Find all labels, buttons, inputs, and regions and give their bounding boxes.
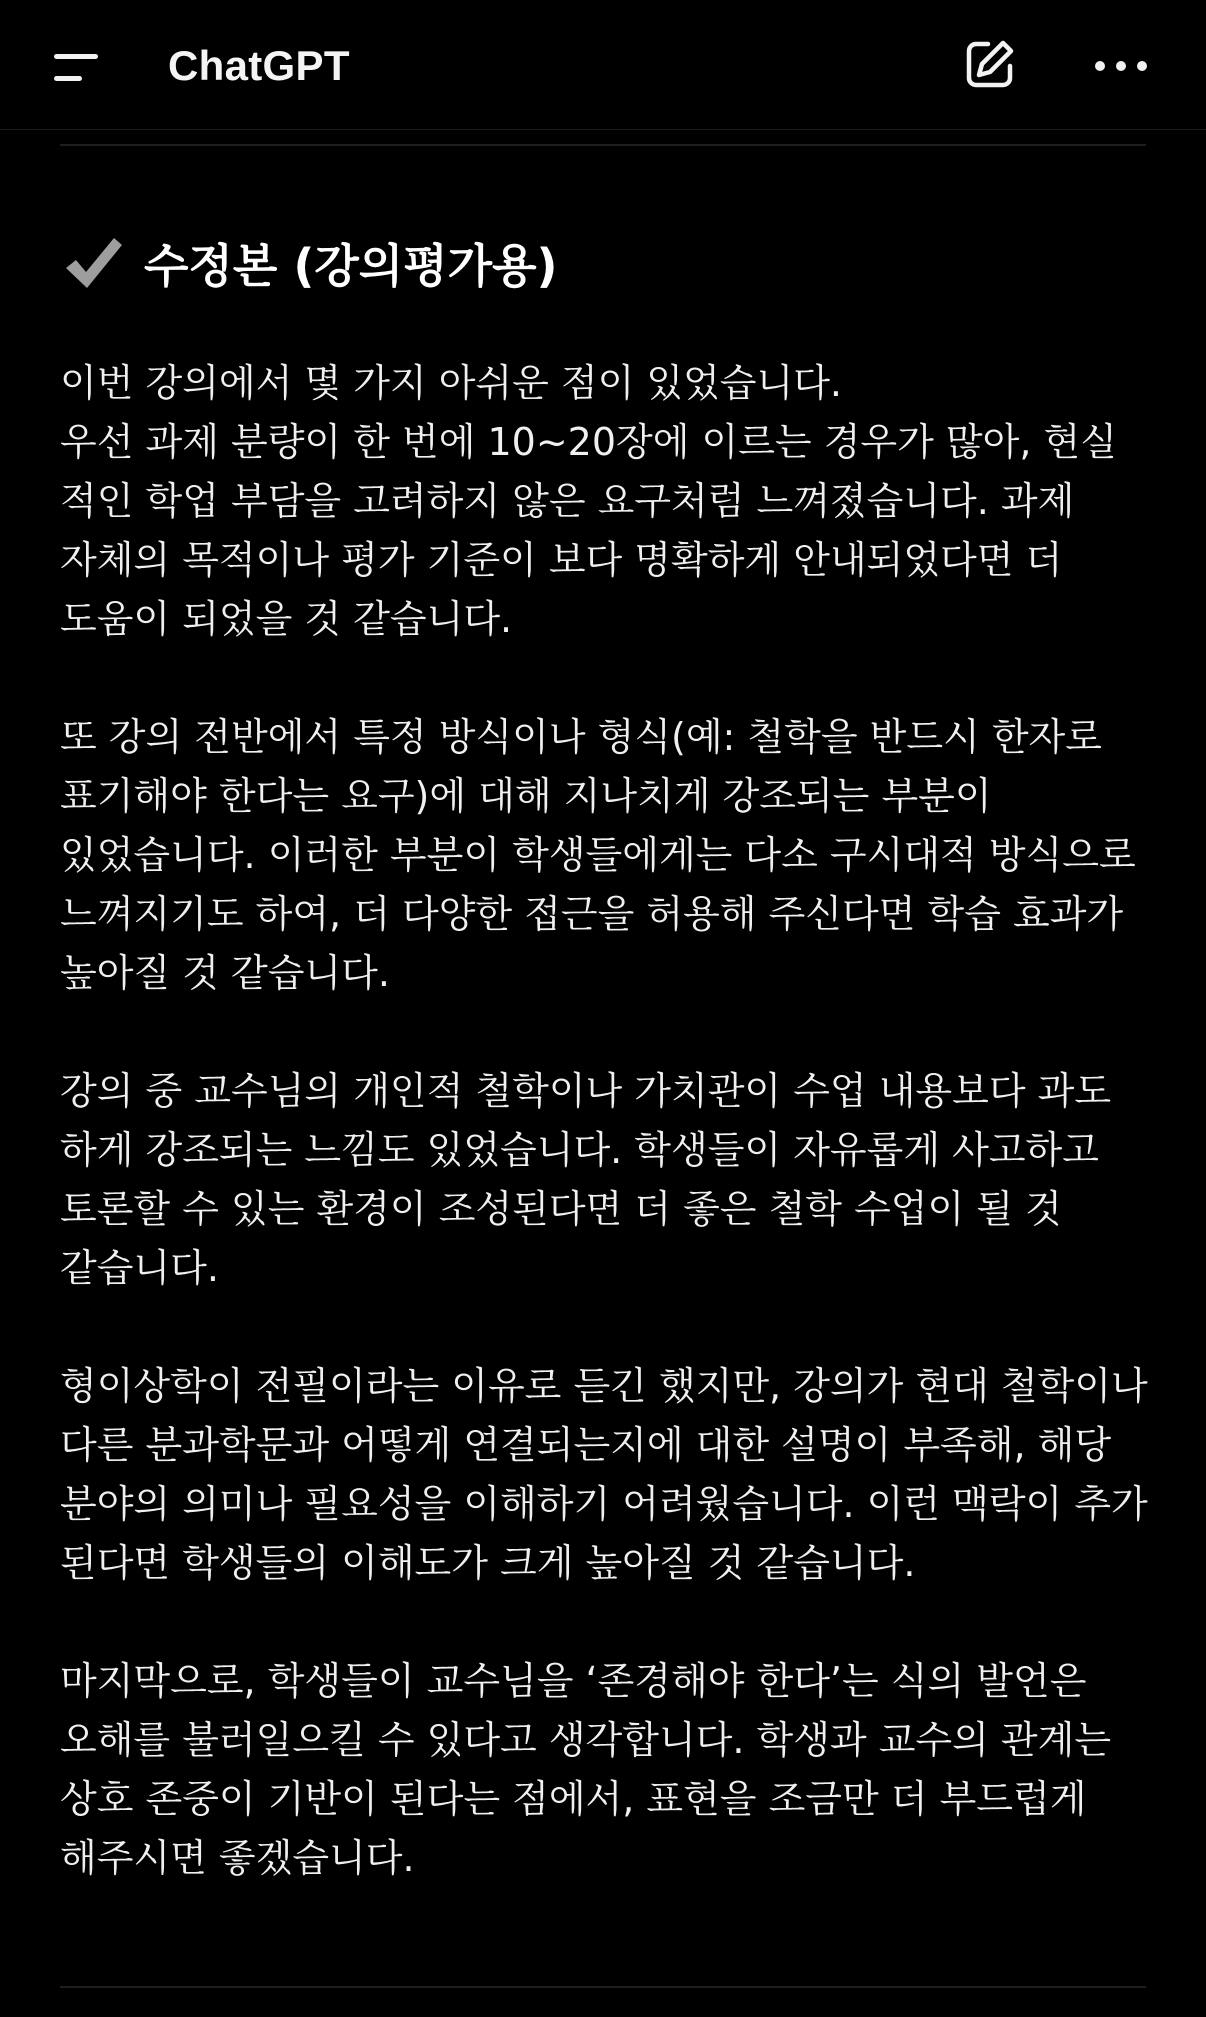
text-line: 마지막으로, 학생들이 교수님을 ‘존경해야 한다’는 식의 발언은 [60, 1659, 1087, 1703]
text-line: 된다면 학생들의 이해도가 크게 높아질 것 같습니다. [60, 1541, 916, 1585]
text-line: 높아질 것 같습니다. [60, 951, 390, 995]
edit-icon[interactable] [962, 36, 1018, 92]
paragraph [60, 1652, 1150, 1888]
paragraph [60, 354, 1150, 649]
heading-text: 수정본 (강의평가용) [144, 239, 558, 293]
response-heading [62, 228, 558, 298]
text-line: 형이상학이 전필이라는 이유로 듣긴 했지만, 강의가 현대 철학이나 [60, 1364, 1148, 1408]
more-horizontal-icon[interactable] [1092, 44, 1150, 84]
text-line: 다른 분과학문과 어떻게 연결되는지에 대한 설명이 부족해, 해당 [60, 1423, 1112, 1467]
paragraph [60, 1062, 1150, 1298]
app-title: ChatGPT [168, 42, 350, 89]
divider [60, 144, 1146, 146]
text-line: 우선 과제 분량이 한 번에 10~20장에 이르는 경우가 많아, 현실 [60, 420, 1117, 464]
text-line: 같습니다. [60, 1246, 219, 1290]
text-line: 도움이 되었을 것 같습니다. [60, 597, 513, 641]
text-line: 자체의 목적이나 평가 기준이 보다 명확하게 안내되었다면 더 [60, 538, 1063, 582]
text-line: 표기해야 한다는 요구)에 대해 지나치게 강조되는 부분이 [60, 774, 992, 818]
top-app-bar [0, 0, 1206, 130]
text-line: 적인 학업 부담을 고려하지 않은 요구처럼 느껴졌습니다. 과제 [60, 479, 1075, 523]
divider [60, 1986, 1146, 1988]
text-line: 느껴지기도 하여, 더 다양한 접근을 허용해 주신다면 학습 효과가 [60, 892, 1124, 936]
checkmark-icon [62, 232, 124, 294]
paragraph [60, 708, 1150, 1003]
text-line: 분야의 의미나 필요성을 이해하기 어려웠습니다. 이런 맥락이 추가 [60, 1482, 1148, 1526]
text-line: 이번 강의에서 몇 가지 아쉬운 점이 있었습니다. [60, 361, 843, 405]
text-line: 강의 중 교수님의 개인적 철학이나 가치관이 수업 내용보다 과도 [60, 1069, 1112, 1113]
text-line: 있었습니다. 이러한 부분이 학생들에게는 다소 구시대적 방식으로 [60, 833, 1136, 877]
text-line: 상호 존중이 기반이 된다는 점에서, 표현을 조금만 더 부드럽게 [60, 1777, 1087, 1821]
text-line: 해주시면 좋겠습니다. [60, 1836, 415, 1880]
text-line: 토론할 수 있는 환경이 조성된다면 더 좋은 철학 수업이 될 것 [60, 1187, 1062, 1231]
paragraph [60, 1357, 1150, 1593]
response-body [60, 354, 1150, 1947]
text-line: 또 강의 전반에서 특정 방식이나 형식(예: 철학을 반드시 한자로 [60, 715, 1102, 759]
menu-icon[interactable] [52, 44, 112, 92]
text-line: 오해를 불러일으킬 수 있다고 생각합니다. 학생과 교수의 관계는 [60, 1718, 1112, 1762]
text-line: 하게 강조되는 느낌도 있었습니다. 학생들이 자유롭게 사고하고 [60, 1128, 1099, 1172]
